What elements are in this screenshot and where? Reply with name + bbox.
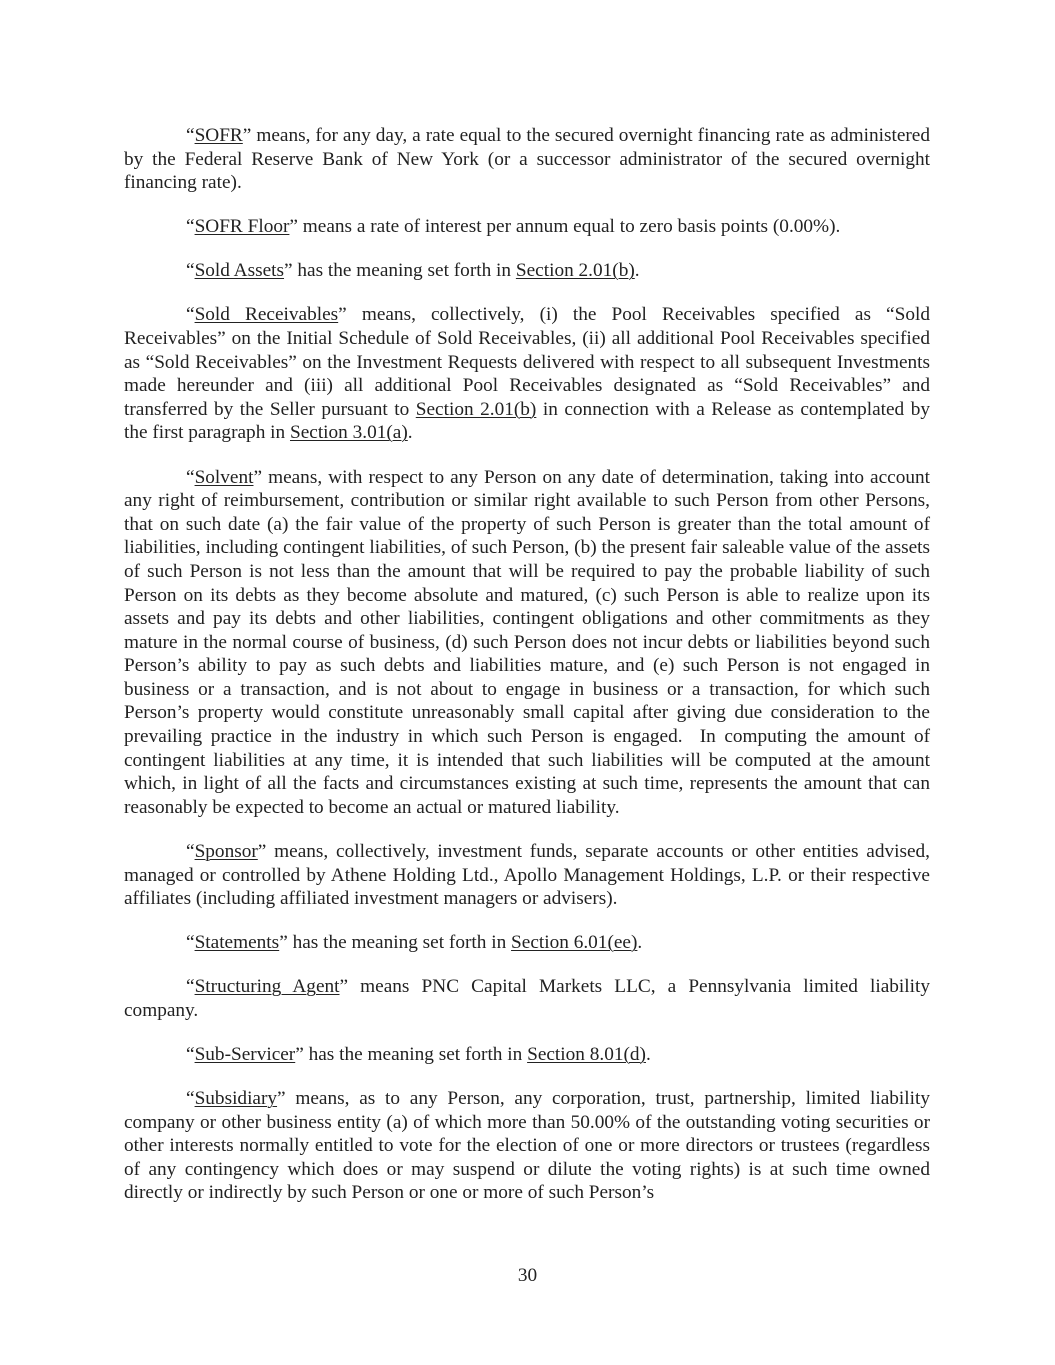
section-reference: Section 3.01(a) [289, 422, 408, 444]
definition-sold-receivables: “Sold Receivables” means, collectively, (i) the Pool Receivables specified as “Sold Receivables” on the Initial Schedule of Sold Receivables, (ii) all additional Pool Receivables specified as “Sold Receivables” on the Investment Requests delivered with respect to all subsequent Investments made hereunder and (iii) all additional Pool Receivables designated as “Sold Receivables” and transferred by the Seller pursuant to Section 2.01(b) in connection with a Release as contemplated by the first paragraph in Section 3.01(a). [124, 304, 930, 444]
section-reference: Section 2.01(b) [515, 260, 635, 282]
defined-term: SOFR [194, 125, 243, 146]
definition-sold-assets: “Sold Assets” has the meaning set forth in Section 2.01(b). [186, 260, 640, 282]
definition-sofr: “SOFR” means, for any day, a rate equal to the secured overnight financing rate as administered by the Federal Reserve Bank of New York (or a successor administrator of the secured overnight financing rate). [124, 125, 930, 194]
definition-structuring-agent: “Structuring Agent” means PNC Capital Markets LLC, a Pennsylvania limited liability company. [124, 976, 930, 1021]
defined-term: Sponsor [194, 840, 258, 862]
defined-term: Statements [194, 932, 280, 954]
defined-term: Sold Receivables [194, 304, 339, 326]
defined-term: Structuring Agent [194, 976, 340, 998]
section-reference: Section 6.01(ee) [511, 932, 638, 954]
document-page [124, 124, 930, 1226]
page-number: 30 [517, 1265, 538, 1286]
defined-term: Solvent [194, 466, 254, 488]
defined-term: Sub-Servicer [194, 1044, 296, 1065]
definition-subsidiary: “Subsidiary” means, as to any Person, any corporation, trust, partnership, limited liability company or other business entity (a) of which more than 50.00% of the outstanding voting securities or other interests normally entitled to vote for the election of one or more directors or trustees (regardless of any contingency which does or may suspend or dilute the voting rights) is at such time owned directly or indirectly by such Person or one or more of such Person’s [124, 1088, 930, 1204]
defined-term: Sold Assets [194, 260, 285, 282]
definition-sub-servicer: “Sub-Servicer” has the meaning set forth in Section 8.01(d). [186, 1044, 651, 1065]
definition-solvent: “Solvent” means, with respect to any Person on any date of determination, taking into account any right of reimbursement, contribution or similar right available to such Person from other Persons, that on such date (a) the fair value of the property of such Person is greater than the total amount of liabilities, including contingent liabilities, of such Person, (b) the present fair saleable value of the assets of such Person is not less than the amount that will be required to pay the probable liability of such Person on its debts as they become absolute and matured, (c) such Person is able to realize upon its assets and pay its debts and other liabilities, contingent obligations and other commitments as they mature in the normal course of business, (d) such Person does not incur debts or liabilities beyond such Person’s ability to pay as such debts and liabilities mature, and (e) such Person is not engaged in business or a transaction, and is not about to engage in business or a transaction, for which such Person’s property would constitute unreasonably small capital after giving due consideration to the prevailing practice in the industry in which such Person is engaged. In computing the amount of contingent liabilities at any time, it is intended that such liabilities will be computed at the amount which, in light of all the facts and circumstances existing at such time, represents the amount that can reasonably be expected to become an actual or matured liability. [124, 466, 930, 818]
definition-sponsor: “Sponsor” means, collectively, investment funds, separate accounts or other entities advised, managed or controlled by Athene Holding Ltd., Apollo Management Holdings, L.P. or their respective affiliates (including affiliated investment managers or advisers). [124, 840, 930, 910]
section-reference: Section 8.01(d) [527, 1044, 646, 1065]
section-reference: Section 2.01(b) [415, 398, 537, 420]
defined-term: Subsidiary [194, 1088, 278, 1110]
defined-term: SOFR Floor [194, 216, 290, 238]
definition-sofr-floor: “SOFR Floor” means a rate of interest per annum equal to zero basis points (0.00%). [186, 216, 841, 238]
definition-statements: “Statements” has the meaning set forth in Section 6.01(ee). [186, 932, 643, 954]
